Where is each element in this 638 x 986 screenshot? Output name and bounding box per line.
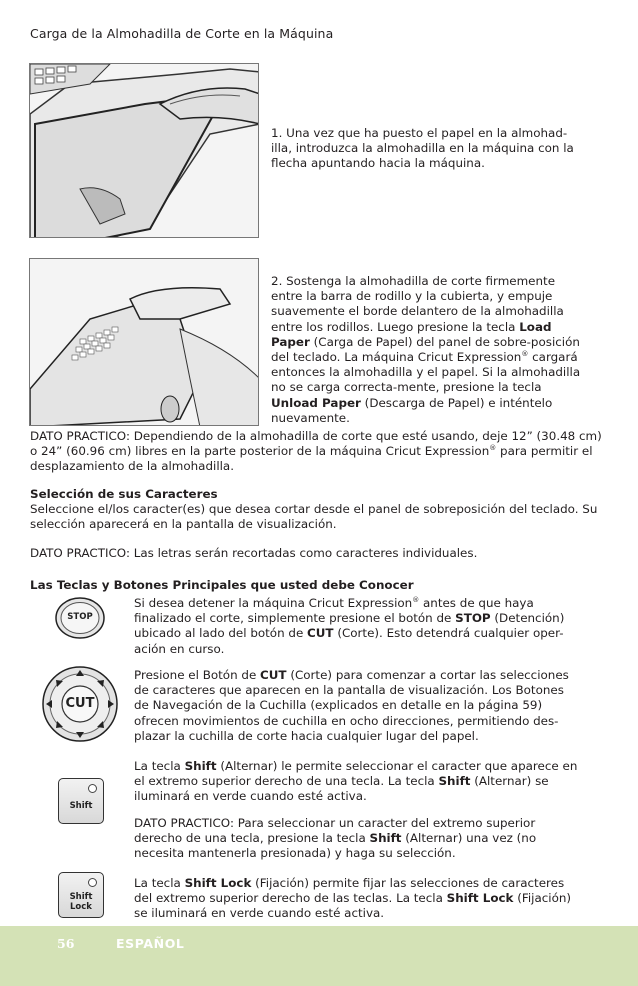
shift-lock-key-icon [58,872,104,918]
section-heading-character-selection: Selección de sus Caracteres [30,487,218,501]
shift-lock-description [134,876,582,922]
page-number: 56 [57,936,75,951]
footer-language: ESPAÑOL [116,936,185,951]
shift-text-part: La tecla [134,759,185,773]
shift-lock-icon-label-2: Lock [70,902,92,912]
step-2-text [271,274,583,426]
cut-text-part: (Corte) para comenzar a cortar las selecciones de caracteres que aparecen en la pantalla de visualización. Los Botones de Navegación de la Cuchilla (explicados en detalle en la página 59) ofrecen movimientos de cuchilla en ocho direcciones, permitiendo des-plazar la cuchilla de corte hacia cualquier lugar del papel. [134,668,569,743]
cut-description [134,668,582,744]
shift-text-part: (Alternar) se iluminará en verde cuando esté activa. [134,774,549,804]
shift-key-name: Shift [184,759,217,773]
shift-key-name: Shift [438,774,471,789]
cut-key-name: CUT [260,668,287,682]
section-heading-main-keys: Las Teclas y Botones Principales que usted debe Conocer [30,578,414,592]
stop-text-part: antes de que haya finalizado el corte, simplemente presione el botón de [134,596,534,626]
shift-key-name: Shift [369,831,402,846]
stop-text-part: Si desea detener la máquina Cricut Expression [134,596,413,610]
illustration-insert-mat [29,63,259,238]
stop-key-name: STOP [455,611,491,626]
tip-text-part: DATO PRACTICO: Dependiendo de la almohadilla de corte que esté usando, deje 12” (30.48 cm) o 24” (60.96 cm) libres en la parte posterior de la máquina Cricut Expression [30,429,602,459]
shift-lock-text-part: La tecla [134,876,185,890]
cut-button-icon [40,664,120,748]
shift-lock-key-name: Shift Lock [446,891,514,906]
shift-icon-label: Shift [69,801,93,811]
registered-mark: ® [521,350,529,359]
shift-led-indicator [88,784,97,793]
cut-icon-label: CUT [65,696,95,711]
stop-text-part: (Detención) ubicado al lado del botón de [134,611,565,641]
step-2-text-part: (Carga de Papel) del panel de sobre-posición del teclado. La máquina Cricut Expression [271,334,580,365]
cut-key-name: CUT [307,626,334,641]
step-2-text-part: cargará entonces la almohadilla y el papel. Si la almohadilla no se carga correcta-mente, presione la tecla [271,350,581,395]
shift-lock-icon-label-1: Shift [69,892,93,902]
page-footer [0,926,638,986]
shift-description [134,759,582,805]
shift-text-part: (Alternar) le permite seleccionar el caracter que aparece en el extremo superior derecho de una tecla. La tecla [134,759,578,789]
load-paper-key-name: Load Paper [271,319,552,349]
shift-tip-part: (Alternar) una vez (no necesita mantenerla presionada) y haga su selección. [134,831,537,861]
stop-text-part: (Corte). Esto detendrá cualquier oper-ación en curso. [134,626,564,656]
shift-lock-text-part: (Fijación) permite fijar las selecciones de caracteres del extremo superior derecho de las teclas. La tecla [134,876,565,906]
stop-description [134,596,582,657]
illustration-load-paper [29,258,259,426]
registered-mark: ® [489,444,497,453]
section-body-character-selection: Seleccione el/los caracter(es) que desea cortar desde el panel de sobreposición del teclado. Su selección aparecerá en la pantalla de visualización. [30,502,598,532]
shift-lock-led-indicator [88,878,97,887]
tip-text-part: para permitir el desplazamiento de la almohadilla. [30,444,593,474]
stop-icon-label: STOP [67,612,93,622]
tip-mat-clearance [30,429,610,475]
step-1-text: 1. Una vez que ha puesto el papel en la almohad-illa, introduzca la almohadilla en la máquina con la flecha apuntando hacia la máquina. [271,126,574,171]
unload-paper-key-name: Unload Paper [271,395,361,410]
shift-tip [134,816,582,862]
tip-individual-characters: DATO PRACTICO: Las letras serán recortadas como caracteres individuales. [30,546,478,560]
registered-mark: ® [412,596,420,605]
stop-button-icon [54,596,106,644]
shift-key-icon [58,778,104,824]
page-title: Carga de la Almohadilla de Corte en la Máquina [30,26,334,41]
shift-tip-part: DATO PRACTICO: Para seleccionar un caracter del extremo superior derecho de una tecla, presione la tecla [134,816,536,846]
shift-lock-text-part: (Fijación) se iluminará en verde cuando esté activa. [134,891,572,921]
shift-lock-key-name: Shift Lock [184,876,252,890]
step-2-text-part: 2. Sostenga la almohadilla de corte firmemente entre la barra de rodillo y la cubierta, y empuje suavemente el borde delantero de la almohadilla entre los rodillos. Luego presione la tecla [271,274,564,334]
step-2-text-part: (Descarga de Papel) e inténtelo nuevamente. [271,395,553,425]
cut-text-part: Presione el Botón de [134,668,261,682]
